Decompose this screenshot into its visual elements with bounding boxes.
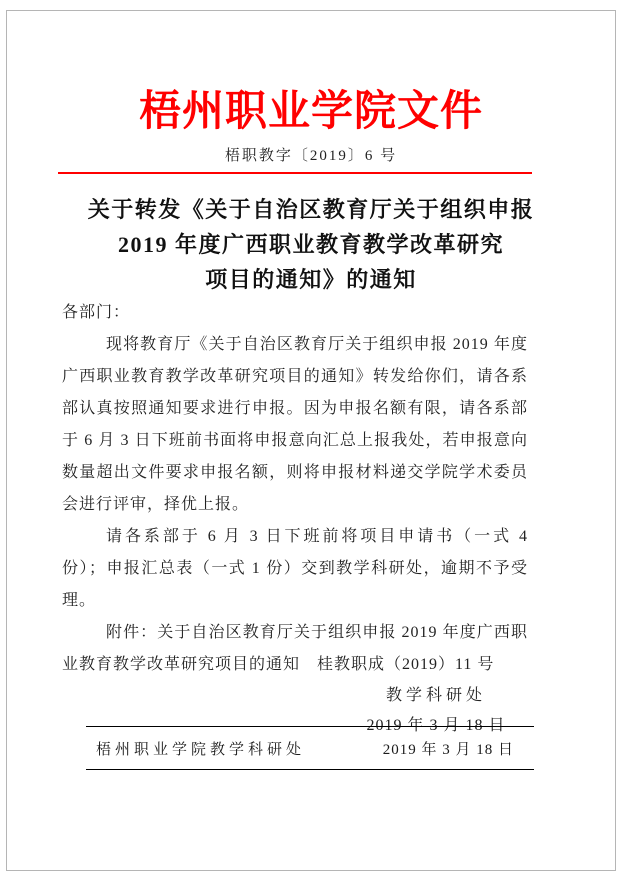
document-title [7, 192, 615, 297]
title-line-3: 项目的通知》的通知 [205, 267, 417, 292]
document-page [6, 10, 616, 871]
document-header-title: 梧州职业学院文件 [138, 89, 483, 135]
footer-date: 2019 年 3 月 18 日 [382, 741, 514, 758]
footer-bar [86, 726, 534, 770]
signature-date: 2019 年 3 月 18 日 [366, 717, 506, 734]
red-separator-line [58, 172, 532, 174]
title-line-1: 关于转发《关于自治区教育厅关于组织申报 [87, 197, 535, 222]
attachment-line: 附件：关于自治区教育厅关于组织申报 2019 年度广西职业教育教学改革研究项目的通知 桂教职成（2019）11 号 [62, 624, 528, 673]
document-number: 梧职教字〔2019〕6 号 [224, 148, 398, 164]
body-paragraph-2: 请各系部于 6 月 3 日下班前将项目申请书（一式 4 份）；申报汇总表（一式 1 份）交到教学科研处，逾期不予受理。 [62, 528, 528, 609]
document-body [62, 297, 528, 741]
footer-issuer: 梧州职业学院教学科研处 [96, 741, 306, 758]
salutation: 各部门： [62, 304, 131, 321]
body-paragraph-1: 现将教育厅《关于自治区教育厅关于组织申报 2019 年度广西职业教育教学改革研究项目的通知》转发给你们，请各系部认真按照通知要求进行申报。因为申报名额有限，请各系部于 6 月 3 日下班前书面将申报意向汇总上报我处，若申报意向数量超出文件要求申报名额，则将申报材料递交学院学术委员会进行评审，择优上报。 [62, 336, 528, 513]
signature-department: 教学科研处 [385, 687, 486, 704]
title-line-2: 2019 年度广西职业教育教学改革研究 [117, 232, 504, 257]
